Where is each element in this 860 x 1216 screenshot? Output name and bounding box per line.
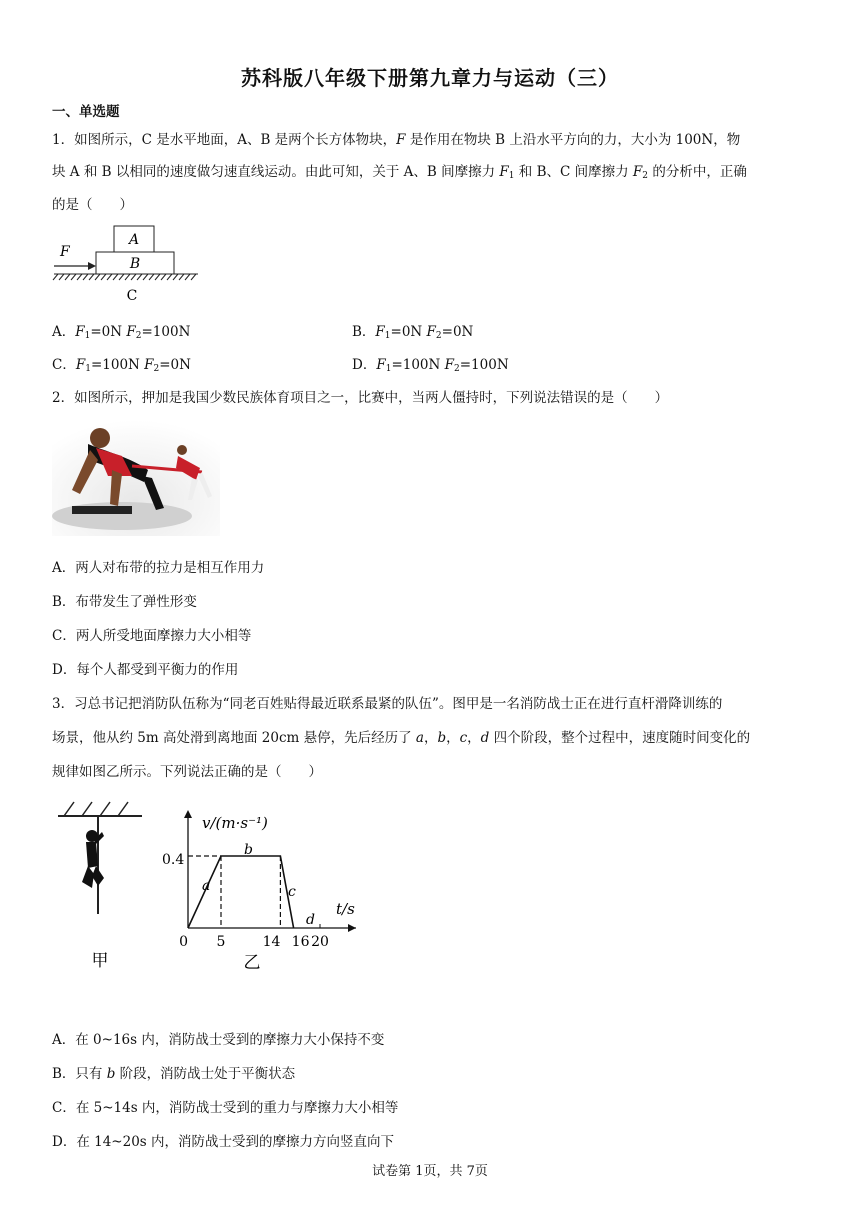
q2-option-d[interactable]: D．每个人都受到平衡力的作用: [52, 662, 239, 678]
q2-option-a[interactable]: A．两人对布带的拉力是相互作用力: [52, 560, 265, 576]
q3-option-a[interactable]: A．在 0~16s 内，消防战士受到的摩擦力大小保持不变: [52, 1032, 385, 1048]
q3-option-b[interactable]: B．只有 b 阶段，消防战士处于平衡状态: [52, 1066, 296, 1082]
section-heading: 一、单选题: [52, 104, 120, 120]
q1-option-c[interactable]: C．$F_1=100N$ $F_2=0N$: [52, 357, 191, 374]
q3-stem-line1: 3．习总书记把消防队伍称为“同老百姓贴得最近联系最紧的队伍”。图甲是一名消防战士正在进行直杆滑降训练的: [52, 696, 723, 712]
q1-block-diagram: [52, 222, 202, 304]
x-tick-14: 14: [262, 934, 281, 950]
label-a: A: [128, 232, 140, 248]
firefighter-pole-figure: [52, 796, 152, 976]
q1-stem-line2: 块 A 和 B 以相同的速度做匀速直线运动。由此可知，关于 A、B 间摩擦力 $F_1$ 和 B、C 间摩擦力 $F_2$ 的分析中，正确: [52, 164, 747, 181]
q3-option-c[interactable]: C．在 5~14s 内，消防战士受到的重力与摩擦力大小相等: [52, 1100, 399, 1116]
x-axis-arrow: [348, 924, 356, 932]
q2-option-b[interactable]: B．布带发生了弹性形变: [52, 594, 197, 610]
q3-stem-line2: 场景，他从约 5m 高处滑到离地面 20cm 悬停，先后经历了 a，b，c，d 四个阶段，整个过程中，速度随时间变化的: [52, 730, 751, 746]
q2-option-c[interactable]: C．两人所受地面摩擦力大小相等: [52, 628, 252, 644]
x-tick-0: 0: [179, 934, 188, 950]
stage-d-label: d: [306, 912, 315, 928]
y-tick-0.4: 0.4: [162, 852, 185, 868]
q3-stem-line3: 规律如图乙所示。下列说法正确的是（ ）: [52, 764, 322, 780]
label-yi: 乙: [243, 953, 261, 973]
y-axis-arrow: [184, 810, 192, 818]
page-title: 苏科版八年级下册第九章力与运动（三）: [241, 66, 619, 90]
label-c: C: [126, 288, 138, 304]
x-tick-5: 5: [216, 934, 226, 950]
label-f: F: [60, 244, 70, 260]
q1-option-d[interactable]: D．$F_1=100N$ $F_2=100N$: [352, 357, 509, 374]
q1-option-a[interactable]: A．$F_1=0N$ $F_2=100N$: [52, 324, 191, 341]
x-axis-label: t/s: [336, 900, 355, 918]
stage-a-label: a: [202, 878, 211, 894]
x-tick-20: 20: [311, 934, 329, 950]
stage-b-label: b: [244, 842, 253, 858]
page-footer: 试卷第 1页，共 7页: [372, 1164, 488, 1179]
x-tick-16: 16: [291, 934, 310, 950]
q2-stem: 2．如图所示，押加是我国少数民族体育项目之一，比赛中，当两人僵持时，下列说法错误的是（ ）: [52, 390, 669, 406]
ground-hatch: [53, 274, 198, 280]
q1-stem-line1: 1．如图所示，C 是水平地面，A、B 是两个长方体物块，F 是作用在物块 B 上沿水平方向的力，大小为 100N，物: [52, 132, 741, 148]
tug-of-war-photo: [52, 420, 220, 536]
q3-option-d[interactable]: D．在 14~20s 内，消防战士受到的摩擦力方向竖直向下: [52, 1134, 395, 1150]
velocity-time-graph: [160, 800, 370, 980]
force-arrowhead: [88, 262, 96, 270]
label-jia: 甲: [91, 951, 109, 971]
label-b: B: [129, 256, 141, 272]
q1-option-b[interactable]: B．$F_1=0N$ $F_2=0N$: [352, 324, 474, 341]
stage-c-label: c: [288, 884, 296, 900]
q1-stem-line3: 的是（ ）: [52, 197, 133, 213]
y-axis-label: v/(m·s⁻¹): [202, 814, 268, 832]
firefighter: [82, 830, 104, 888]
